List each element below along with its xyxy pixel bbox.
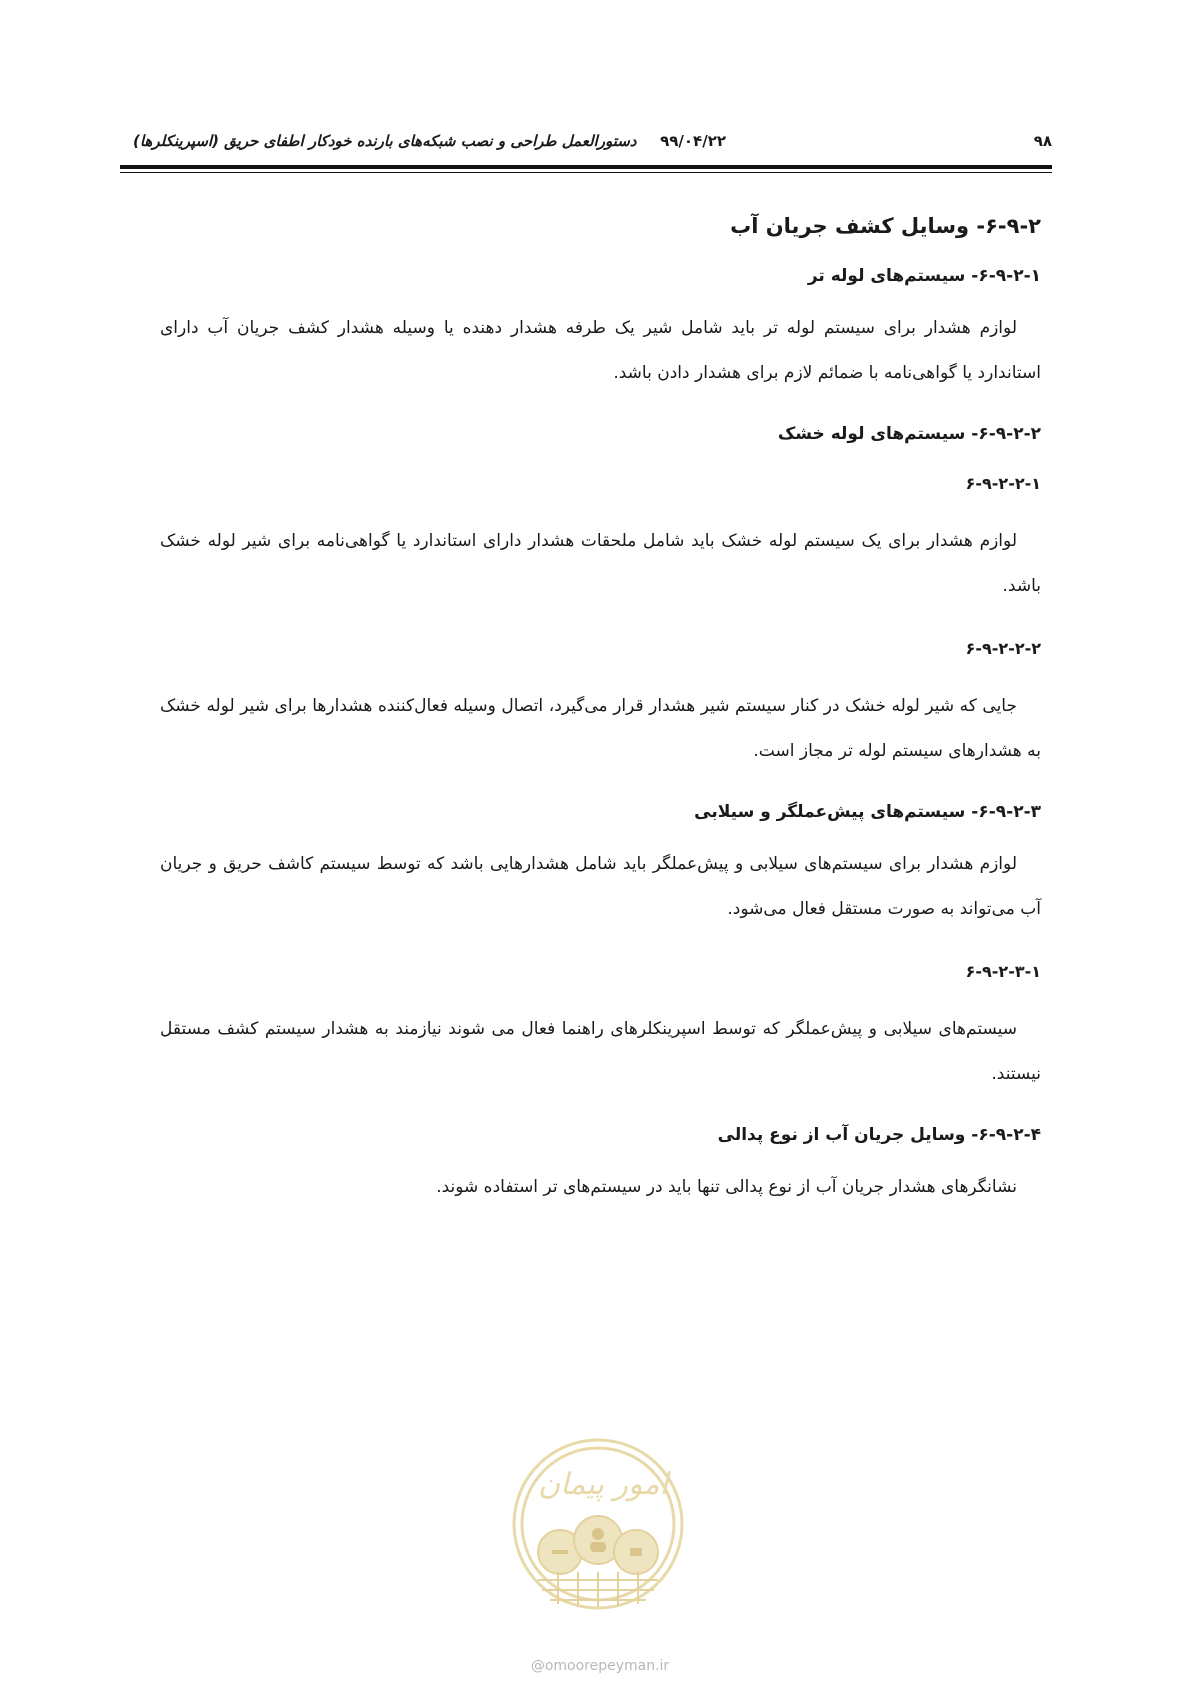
header-title: دستورالعمل طراحی و نصب شبکه‌های بارنده خودکار اطفای حریق (اسپرینکلرها) [133,132,637,150]
section-heading: ۶-۹-۲- وسایل کشف جریان آب [730,214,1041,238]
clause-number: ۶-۹-۲-۳-۱ [965,962,1041,981]
subsection-heading: ۶-۹-۲-۳- سیستم‌های پیش‌عملگر و سیلابی [694,802,1041,822]
paragraph: جایی که شیر لوله خشک در کنار سیستم شیر هشدار قرار می‌گیرد، اتصال وسیله فعال‌کننده هشدارها برای شیر لوله خشک به هشدارهای سیستم لوله تر مجاز است. [160,696,1041,761]
watermark-url: @omoorepeyman.ir [530,1658,670,1674]
clause-number: ۶-۹-۲-۲-۱ [965,474,1041,493]
paragraph: لوازم هشدار برای سیستم لوله تر باید شامل شیر یک طرفه هشدار دهنده یا وسیله هشدار کشف جریان آب دارای استاندارد یا گواهی‌نامه با ضمائم لازم برای هشدار دادن باشد. [160,318,1041,383]
subsection-heading: ۶-۹-۲-۴- وسایل جریان آب از نوع پدالی [717,1125,1041,1145]
page-number: ۹۸ [1033,132,1052,150]
watermark-seal [508,1432,688,1622]
seal-graphic [508,1432,688,1622]
paragraph: سیستم‌های سیلابی و پیش‌عملگر که توسط اسپرینکلرهای راهنما فعال می شوند نیازمند به هشدار سیستم کشف مستقل نیستند. [160,1019,1041,1084]
paragraph: لوازم هشدار برای سیستم‌های سیلابی و پیش‌عملگر باید شامل هشدارهایی باشد که توسط سیستم کاشف حریق و جریان آب می‌تواند به صورت مستقل فعال می‌شود. [160,854,1041,919]
subsection-heading: ۶-۹-۲-۲- سیستم‌های لوله خشک [777,424,1041,444]
seal-text: امور پیمان [538,1467,668,1502]
page-header [120,128,1052,154]
paragraph: نشانگرهای هشدار جریان آب از نوع پدالی تنها باید در سیستم‌های تر استفاده شوند. [436,1177,1017,1197]
header-date: ۹۹/۰۴/۲۲ [660,132,726,150]
document-body [160,198,1041,1210]
header-rule [120,165,1052,173]
subsection-heading: ۶-۹-۲-۱- سیستم‌های لوله تر [807,266,1041,286]
clause-number: ۶-۹-۲-۲-۲ [965,639,1041,658]
paragraph: لوازم هشدار برای یک سیستم لوله خشک باید شامل ملحقات هشدار دارای استاندارد یا گواهی‌نامه برای شیر لوله خشک باشد. [160,531,1041,596]
